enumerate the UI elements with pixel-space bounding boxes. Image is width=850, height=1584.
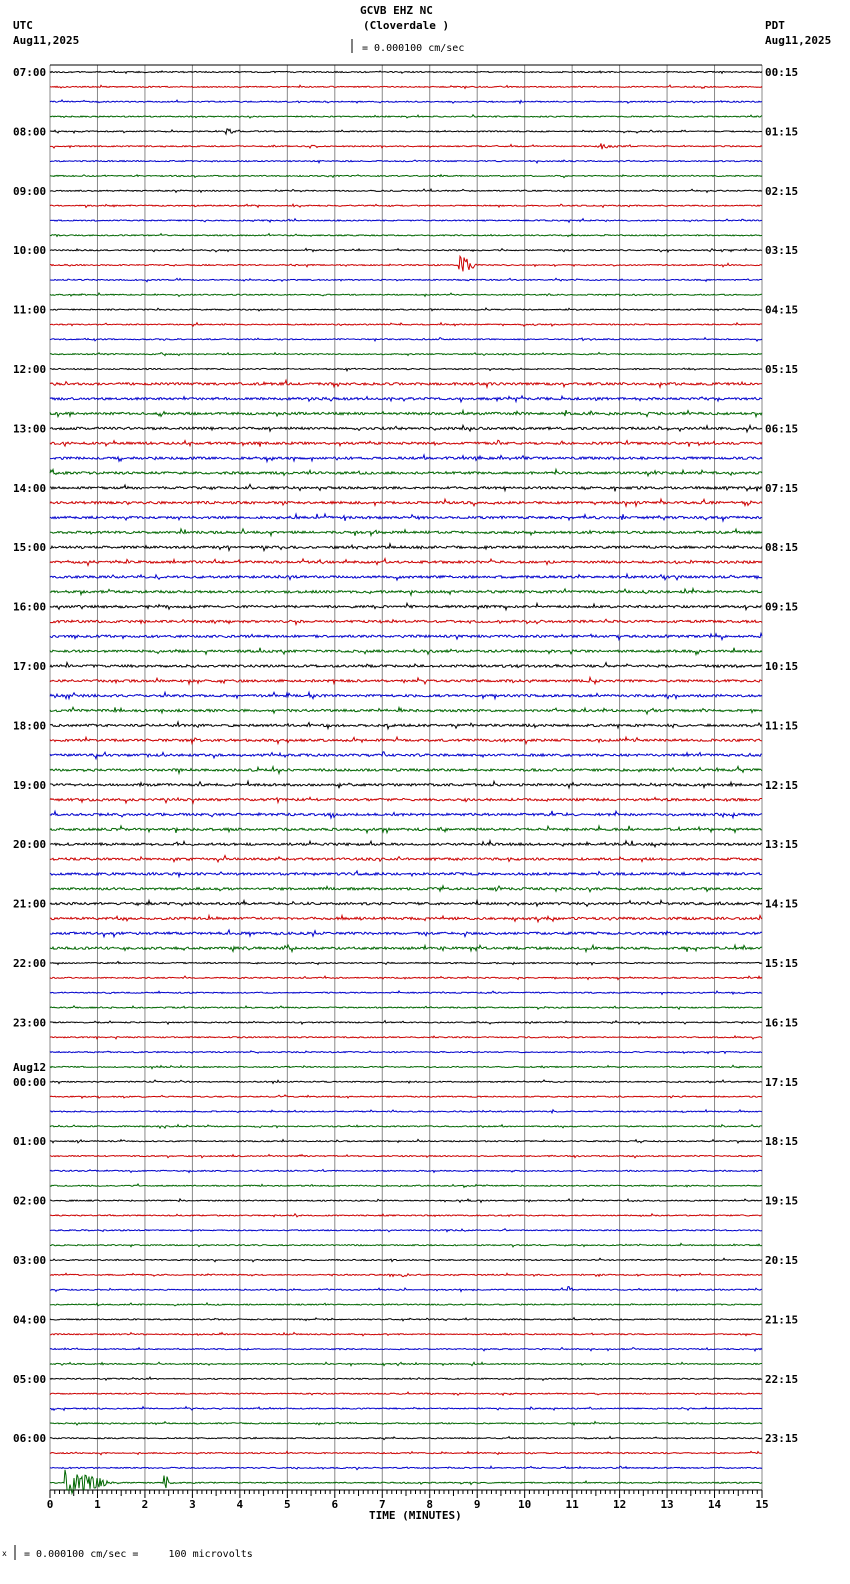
footer-scale-prefix: x [2, 1549, 7, 1558]
x-tick-label: 2 [141, 1498, 149, 1511]
station-location: (Cloverdale ) [363, 19, 450, 32]
pdt-hour-label: 10:15 [765, 660, 799, 673]
trace-row [50, 886, 762, 892]
utc-hour-label: 03:00 [13, 1254, 47, 1267]
trace-row [50, 129, 762, 134]
trace-row [50, 189, 762, 192]
trace-row [50, 1080, 762, 1084]
pdt-hour-label: 11:15 [765, 719, 799, 733]
trace-row [50, 249, 762, 252]
x-tick-label: 11 [565, 1498, 579, 1511]
x-tick-label: 15 [755, 1498, 769, 1511]
trace-row [50, 856, 762, 862]
trace-row [50, 160, 762, 163]
x-tick-label: 13 [660, 1498, 674, 1511]
trace-row [50, 1451, 762, 1454]
utc-hour-label: 21:00 [13, 897, 47, 911]
trace-row [50, 1422, 762, 1425]
pdt-hour-label: 09:15 [765, 600, 799, 614]
trace-row [50, 71, 762, 74]
trace-row [50, 1303, 762, 1306]
trace-row [50, 1243, 762, 1247]
scale-text: = 0.000100 cm/sec [362, 43, 465, 54]
trace-row [50, 308, 762, 311]
x-tick-label: 0 [46, 1498, 54, 1511]
trace-row [50, 1155, 762, 1158]
trace-row [50, 663, 762, 668]
pdt-hour-label: 19:15 [765, 1194, 799, 1208]
pdt-hour-label: 22:15 [765, 1372, 799, 1386]
trace-row [50, 1377, 762, 1380]
x-tick-label: 14 [707, 1498, 722, 1511]
utc-hour-label: 14:00 [13, 481, 47, 495]
utc-hour-label: 16:00 [13, 600, 47, 614]
trace-row [50, 514, 762, 521]
left-timezone: UTC [13, 19, 33, 32]
trace-row [50, 692, 762, 698]
trace-row [50, 234, 762, 237]
trace-row [50, 410, 762, 417]
trace-row [50, 841, 762, 847]
trace-row [50, 603, 762, 610]
left-date: Aug11,2025 [13, 34, 80, 47]
trace-row [50, 722, 762, 729]
trace-row [50, 781, 762, 788]
pdt-hour-label: 02:15 [765, 184, 799, 198]
trace-row [50, 1392, 762, 1395]
trace-row [50, 559, 762, 566]
x-tick-label: 5 [284, 1498, 291, 1511]
utc-hour-label: 07:00 [13, 66, 47, 79]
pdt-hour-label: 05:15 [765, 363, 799, 376]
utc-hour-label: 23:00 [13, 1016, 47, 1030]
trace-row [50, 1333, 762, 1336]
trace-row [50, 1229, 762, 1232]
trace-row [50, 871, 762, 877]
pdt-hour-label: 21:15 [765, 1313, 799, 1327]
utc-hour-label: 02:00 [13, 1194, 47, 1208]
pdt-hour-label: 20:15 [765, 1254, 799, 1267]
x-tick-label: 10 [518, 1498, 532, 1511]
trace-row [50, 293, 762, 296]
station-title: GCVB EHZ NC [360, 4, 433, 17]
date-change-label: Aug12 [13, 1060, 47, 1074]
trace-row [50, 1139, 762, 1143]
utc-hour-label: 19:00 [13, 778, 47, 792]
trace-row [50, 752, 762, 759]
trace-row [50, 1318, 762, 1321]
utc-hour-label: 15:00 [13, 541, 47, 555]
trace-row [50, 1258, 762, 1261]
trace-row [50, 278, 762, 281]
pdt-hour-label: 08:15 [765, 541, 799, 555]
trace-row [50, 1199, 762, 1203]
trace-row [50, 574, 762, 580]
trace-row [50, 1184, 762, 1187]
x-tick-label: 6 [331, 1498, 339, 1511]
pdt-hour-label: 14:15 [765, 897, 799, 911]
trace-row [50, 1051, 762, 1054]
trace-row [50, 1170, 762, 1173]
trace-row [50, 1214, 762, 1217]
trace-row [50, 1036, 762, 1039]
trace-row [50, 368, 762, 371]
utc-hour-label: 18:00 [13, 719, 47, 733]
trace-row [50, 499, 762, 506]
trace-row [50, 323, 762, 327]
trace-row [50, 484, 762, 491]
trace-row [50, 396, 762, 402]
trace-row [50, 455, 762, 462]
utc-hour-label: 05:00 [13, 1372, 47, 1386]
right-timezone: PDT [765, 19, 785, 32]
utc-hour-label: 01:00 [13, 1135, 47, 1149]
trace-row [50, 976, 762, 980]
pdt-hour-label: 06:15 [765, 422, 799, 436]
trace-row [50, 930, 762, 937]
trace-row [50, 1407, 762, 1411]
trace-row [50, 1437, 762, 1440]
trace-row [50, 945, 762, 952]
trace-row [50, 1466, 762, 1470]
pdt-hour-label: 12:15 [765, 778, 799, 792]
pdt-hour-label: 04:15 [765, 303, 799, 317]
trace-row [50, 143, 762, 149]
trace-row [50, 811, 762, 818]
pdt-hour-label: 07:15 [765, 481, 799, 495]
trace-row [50, 962, 762, 965]
utc-hour-label: 08:00 [13, 125, 47, 139]
trace-row [50, 175, 762, 178]
utc-hour-label: 06:00 [13, 1432, 47, 1446]
trace-row [50, 1021, 762, 1025]
pdt-hour-label: 23:15 [765, 1432, 799, 1446]
utc-hour-label: 11:00 [13, 303, 47, 317]
footer-scale-text: = 0.000100 cm/sec = 100 microvolts [24, 1549, 253, 1560]
trace-row [50, 634, 762, 640]
trace-row [50, 115, 762, 118]
trace-row [50, 204, 762, 207]
trace-row [50, 766, 762, 773]
trace-row [50, 1006, 762, 1009]
trace-row [50, 544, 762, 551]
x-tick-label: 12 [612, 1498, 627, 1511]
trace-row [50, 256, 762, 271]
trace-row [50, 619, 762, 624]
x-tick-label: 9 [473, 1498, 481, 1511]
pdt-hour-label: 17:15 [765, 1075, 799, 1089]
utc-hour-label: 20:00 [13, 838, 47, 852]
trace-row [50, 1125, 762, 1129]
trace-row [50, 900, 762, 906]
pdt-hour-label: 13:15 [765, 838, 799, 852]
x-tick-label: 1 [94, 1498, 101, 1511]
pdt-hour-label: 18:15 [765, 1135, 799, 1149]
trace-row [50, 826, 762, 833]
trace-row [50, 1362, 762, 1366]
utc-hour-label: 13:00 [13, 422, 47, 436]
trace-row [50, 529, 762, 536]
utc-hour-label: 17:00 [13, 660, 47, 673]
trace-row [50, 469, 762, 476]
trace-row [50, 797, 762, 803]
trace-row [50, 440, 762, 446]
trace-row [50, 100, 762, 103]
trace-row [50, 916, 762, 922]
utc-hour-label: 22:00 [13, 957, 47, 970]
trace-row [50, 1110, 762, 1113]
pdt-hour-label: 03:15 [765, 244, 799, 258]
trace-row [50, 1095, 762, 1098]
utc-hour-label: 00:00 [13, 1075, 47, 1089]
x-tick-label: 8 [426, 1498, 434, 1511]
trace-row [50, 353, 762, 356]
x-tick-label: 3 [189, 1498, 196, 1511]
trace-row [50, 1287, 762, 1292]
x-axis-label: TIME (MINUTES) [369, 1509, 462, 1522]
trace-row [50, 1065, 762, 1068]
pdt-hour-label: 16:15 [765, 1016, 799, 1030]
x-tick-label: 7 [378, 1498, 386, 1511]
utc-hour-label: 12:00 [13, 363, 47, 376]
pdt-hour-label: 00:15 [765, 66, 799, 79]
trace-row [50, 991, 762, 994]
trace-row [50, 425, 762, 432]
x-tick-label: 4 [236, 1498, 244, 1511]
trace-row [50, 1273, 762, 1277]
trace-row [50, 648, 762, 655]
trace-row [50, 1348, 762, 1351]
trace-row [50, 380, 762, 387]
trace-row [50, 589, 762, 596]
utc-hour-label: 04:00 [13, 1313, 47, 1327]
pdt-hour-label: 15:15 [765, 957, 799, 970]
right-date: Aug11,2025 [765, 34, 832, 47]
utc-hour-label: 10:00 [13, 244, 47, 258]
pdt-hour-label: 01:15 [765, 125, 799, 139]
trace-row [50, 338, 762, 342]
trace-row [50, 85, 762, 88]
trace-row [50, 677, 762, 684]
utc-hour-label: 09:00 [13, 184, 47, 198]
trace-row [50, 707, 762, 714]
trace-row [50, 219, 762, 223]
trace-row [50, 737, 762, 744]
